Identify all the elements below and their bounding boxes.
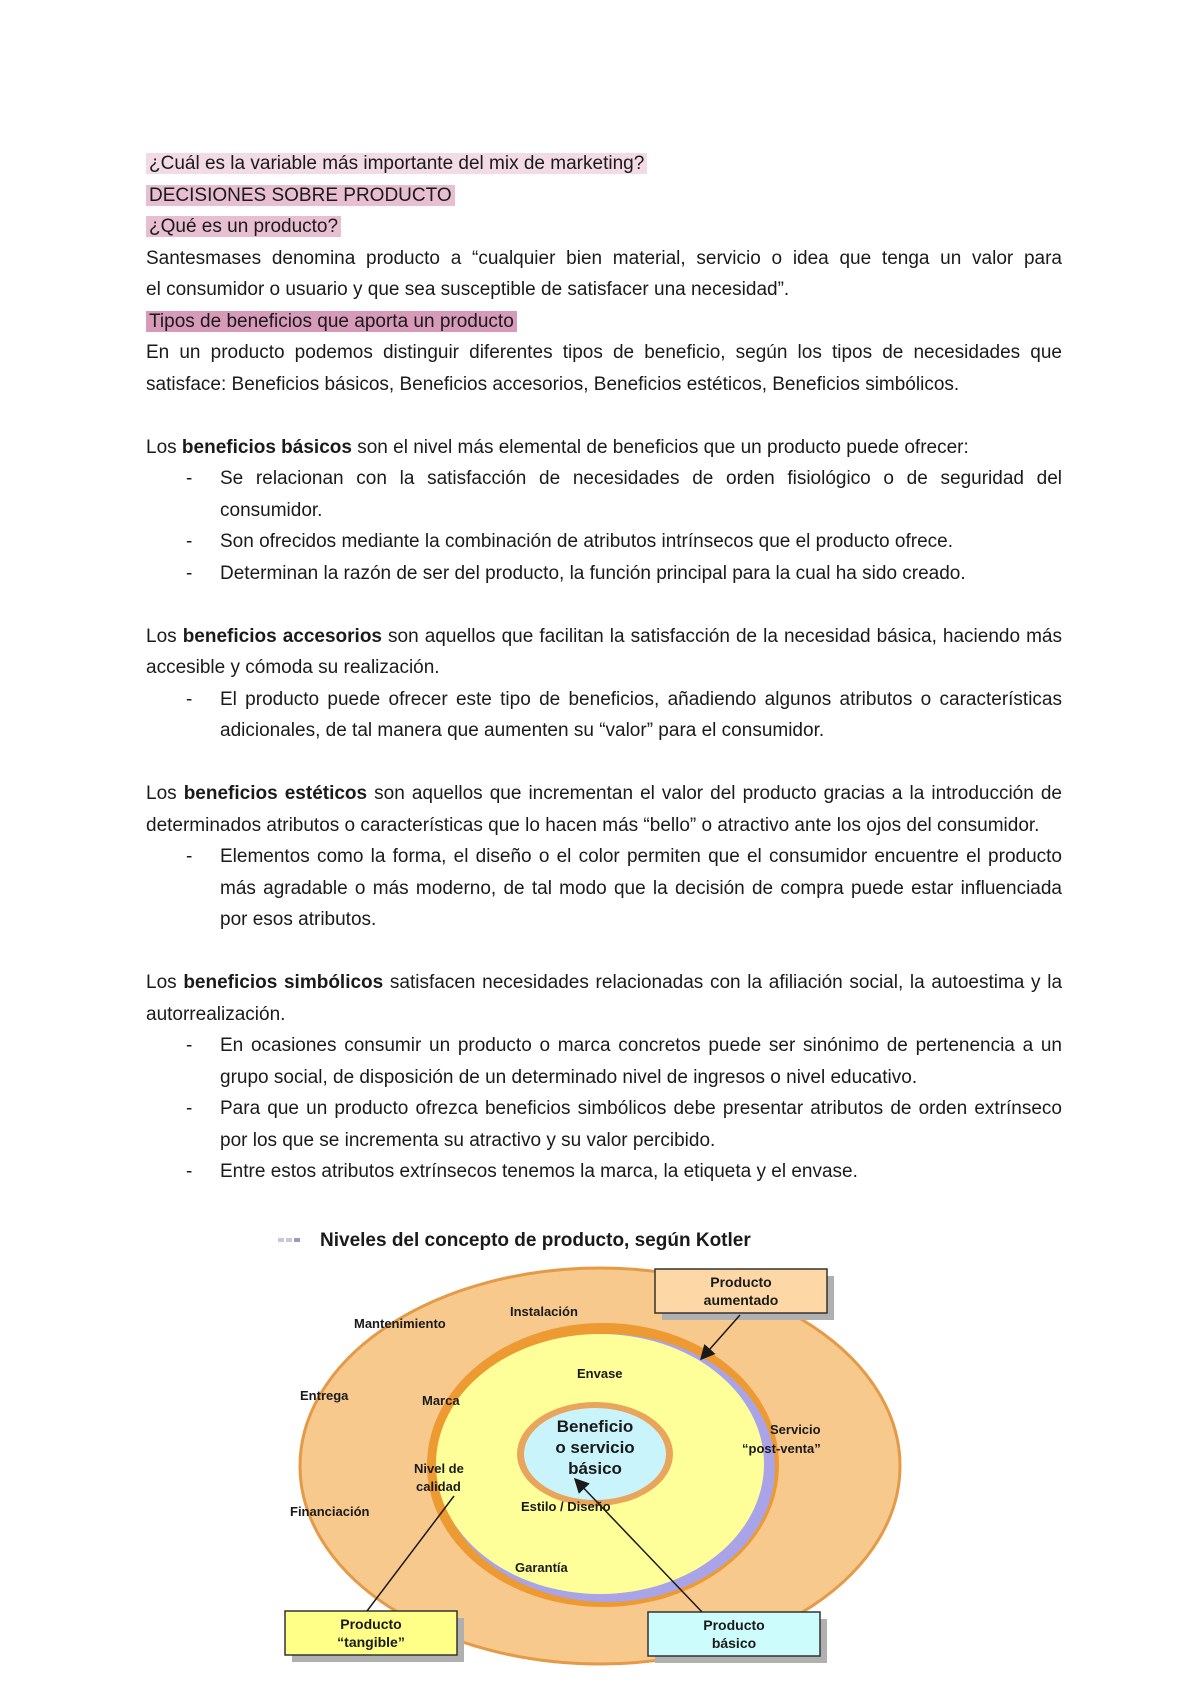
document-body	[146, 148, 1062, 1188]
title-decoration	[278, 1238, 284, 1242]
list-item: - Determinan la razón de ser del producto, la función principal para la cual ha sido creado.	[186, 562, 966, 584]
svg-text:básico: básico	[711, 1635, 757, 1651]
label-servicio: Servicio	[770, 1422, 821, 1437]
symbolic-benefits-paragraph: Los beneficios simbólicos satisfacen necesidades relacionadas con la afiliación social, la autoestima y la autorrealización.	[146, 972, 1063, 1025]
benefit-types-title: Tipos de beneficios que aporta un producto	[146, 306, 1062, 338]
label-estilo-diseno: Estilo / Diseño	[521, 1499, 611, 1514]
intro-line-2: satisface: Beneficios básicos, Beneficios accesorios, Beneficios estéticos, Beneficios simbólicos.	[146, 373, 960, 395]
label-mantenimiento: Mantenimiento	[354, 1316, 446, 1331]
list-item: - Elementos como la forma, el diseño o el color permiten que el consumidor encuentre el producto más agradable o más moderno, de tal modo que la decisión de compra puede estar influenciada por esos atributos.	[186, 846, 1062, 930]
accessory-benefits-paragraph: Los beneficios accesorios son aquellos que facilitan la satisfacción de la necesidad básica, haciendo más accesible y cómoda su realización.	[146, 625, 1062, 678]
intro-line-1: En un producto podemos distinguir diferentes tipos de beneficio, según los tipos de necesidades que	[146, 342, 1062, 363]
heading-question: ¿Cuál es la variable más importante del mix de marketing?	[146, 148, 1062, 180]
diagram-title: Niveles del concepto de producto, según Kotler	[320, 1230, 751, 1251]
basic-benefits-paragraph: Los beneficios básicos son el nivel más elemental de beneficios que un producto puede ofrecer:	[146, 436, 969, 458]
label-entrega: Entrega	[300, 1388, 349, 1403]
list-item: - El producto puede ofrecer este tipo de beneficios, añadiendo algunos atributos o características adicionales, de tal manera que aumenten su “valor” para el consumidor.	[186, 688, 1062, 741]
label-garantia: Garantía	[515, 1560, 568, 1575]
svg-text:Producto: Producto	[340, 1616, 402, 1632]
label-envase: Envase	[577, 1366, 623, 1381]
list-item: - Son ofrecidos mediante la combinación de atributos intrínsecos que el producto ofrece.	[186, 531, 953, 552]
list-item: - Para que un producto ofrezca beneficios simbólicos debe presentar atributos de orden extrínseco por los que se incrementa su atractivo y su valor percibido.	[186, 1098, 1062, 1151]
label-marca: Marca	[422, 1393, 460, 1408]
kotler-product-levels-diagram	[270, 1228, 910, 1688]
label-instalacion: Instalación	[510, 1304, 578, 1319]
svg-text:“tangible”: “tangible”	[337, 1634, 405, 1650]
core-label-2: o servicio	[555, 1438, 635, 1457]
svg-text:Producto: Producto	[703, 1617, 765, 1633]
section-title: DECISIONES SOBRE PRODUCTO	[146, 180, 1062, 212]
list-item: - Se relacionan con la satisfacción de necesidades de orden fisiológico o de seguridad del consumidor.	[186, 468, 1062, 521]
label-calidad: calidad	[416, 1479, 461, 1494]
svg-text:Producto: Producto	[710, 1274, 772, 1290]
svg-text:aumentado: aumentado	[703, 1292, 779, 1308]
label-nivel-de: Nivel de	[414, 1461, 464, 1476]
what-is-title: ¿Qué es un producto?	[146, 211, 1062, 243]
list-item: - Entre estos atributos extrínsecos tenemos la marca, la etiqueta y el envase.	[186, 1161, 858, 1182]
core-label-1: Beneficio	[556, 1417, 634, 1436]
definition-line-2: el consumidor o usuario y que sea susceptible de satisfacer una necesidad”.	[146, 279, 790, 300]
label-post-venta: “post-venta”	[742, 1441, 821, 1456]
diagram-svg	[270, 1228, 910, 1688]
core-label-3: básico	[568, 1459, 622, 1478]
label-financiacion: Financiación	[290, 1504, 370, 1519]
definition-line-1: Santesmases denomina producto a “cualquier bien material, servicio o idea que tenga un valor para	[146, 247, 1062, 269]
list-item: - En ocasiones consumir un producto o marca concretos puede ser sinónimo de pertenencia a un grupo social, de disposición de un determinado nivel de ingresos o nivel educativo.	[186, 1035, 1062, 1088]
aesthetic-benefits-paragraph: Los beneficios estéticos son aquellos que incrementan el valor del producto gracias a la introducción de determinados atributos o características que lo hacen más “bello” o atractivo ante los ojos del consumidor.	[146, 783, 1062, 836]
